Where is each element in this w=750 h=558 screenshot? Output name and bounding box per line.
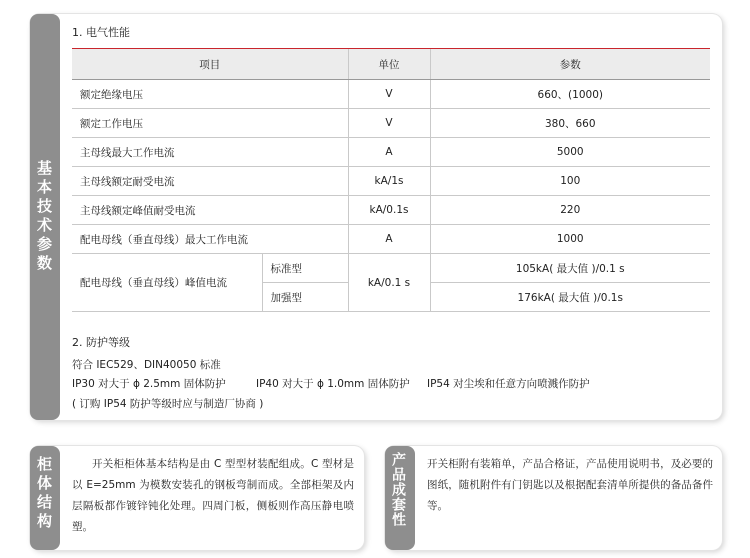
table-row [72,80,710,109]
header-item: 项目 [72,49,348,80]
table-row [72,254,710,283]
table-header [72,49,710,80]
protection-note: ( 订购 IP54 防护等级时应与制造厂协商 ) [72,398,264,410]
row-unit: V [348,109,430,138]
row-unit: A [348,225,430,254]
peak-row-unit: kA/0.1 s [348,254,430,312]
accessories-text: 开关柜附有装箱单，产品合格证，产品使用说明书，及必要的图纸，随机附件有门钥匙以及根据配套清单所提供的备品备件等。 [427,458,713,512]
peak-sub-type: 标准型 [262,254,348,283]
table-row [72,138,710,167]
protection-ip40: IP40 对大于 ϕ 1.0mm 固体防护 [256,378,410,390]
peak-row-item: 配电母线（垂直母线）峰值电流 [72,254,262,312]
body-structure-text: 开关柜柜体基本结构是由 C 型型材装配组成。C 型材是以 E=25mm 为模数安装孔的钢板弯制而成。全部柜架及内层隔板都作镀锌钝化处理。四周门板，侧板则作高压静电喷塑。 [72,458,354,533]
section1-title: 1. 电气性能 [72,26,130,39]
row-unit: A [348,138,430,167]
row-item: 额定工作电压 [72,109,348,138]
row-unit: kA/0.1s [348,196,430,225]
header-unit: 单位 [348,49,430,80]
row-unit: kA/1s [348,167,430,196]
accessories-label: 产品成套性 [390,452,406,527]
row-value: 1000 [430,225,710,254]
row-item: 额定绝缘电压 [72,80,348,109]
basic-params-label: 基本技术参数 [35,160,53,274]
protection-standard: 符合 IEC529、DIN40050 标准 [72,359,221,371]
peak-sub-value: 105kA( 最大值 )/0.1 s [430,254,710,283]
row-item: 配电母线（垂直母线）最大工作电流 [72,225,348,254]
row-item: 主母线额定峰值耐受电流 [72,196,348,225]
row-value: 100 [430,167,710,196]
table-row [72,225,710,254]
table-row [72,109,710,138]
peak-sub-type: 加强型 [262,283,348,312]
peak-sub-value: 176kA( 最大值 )/0.1s [430,283,710,312]
section2-title: 2. 防护等级 [72,336,130,349]
table-row [72,167,710,196]
row-value: 380、660 [430,109,710,138]
row-value: 220 [430,196,710,225]
row-unit: V [348,80,430,109]
body-structure-label: 柜体结构 [35,456,53,532]
protection-ip54: IP54 对尘埃和任意方向喷溅作防护 [427,378,590,390]
protection-ip30: IP30 对大于 ϕ 2.5mm 固体防护 [72,378,226,390]
row-value: 5000 [430,138,710,167]
electrical-table [72,48,710,312]
row-item: 主母线额定耐受电流 [72,167,348,196]
table-row [72,196,710,225]
header-value: 参数 [430,49,710,80]
row-value: 660、(1000) [430,80,710,109]
row-item: 主母线最大工作电流 [72,138,348,167]
